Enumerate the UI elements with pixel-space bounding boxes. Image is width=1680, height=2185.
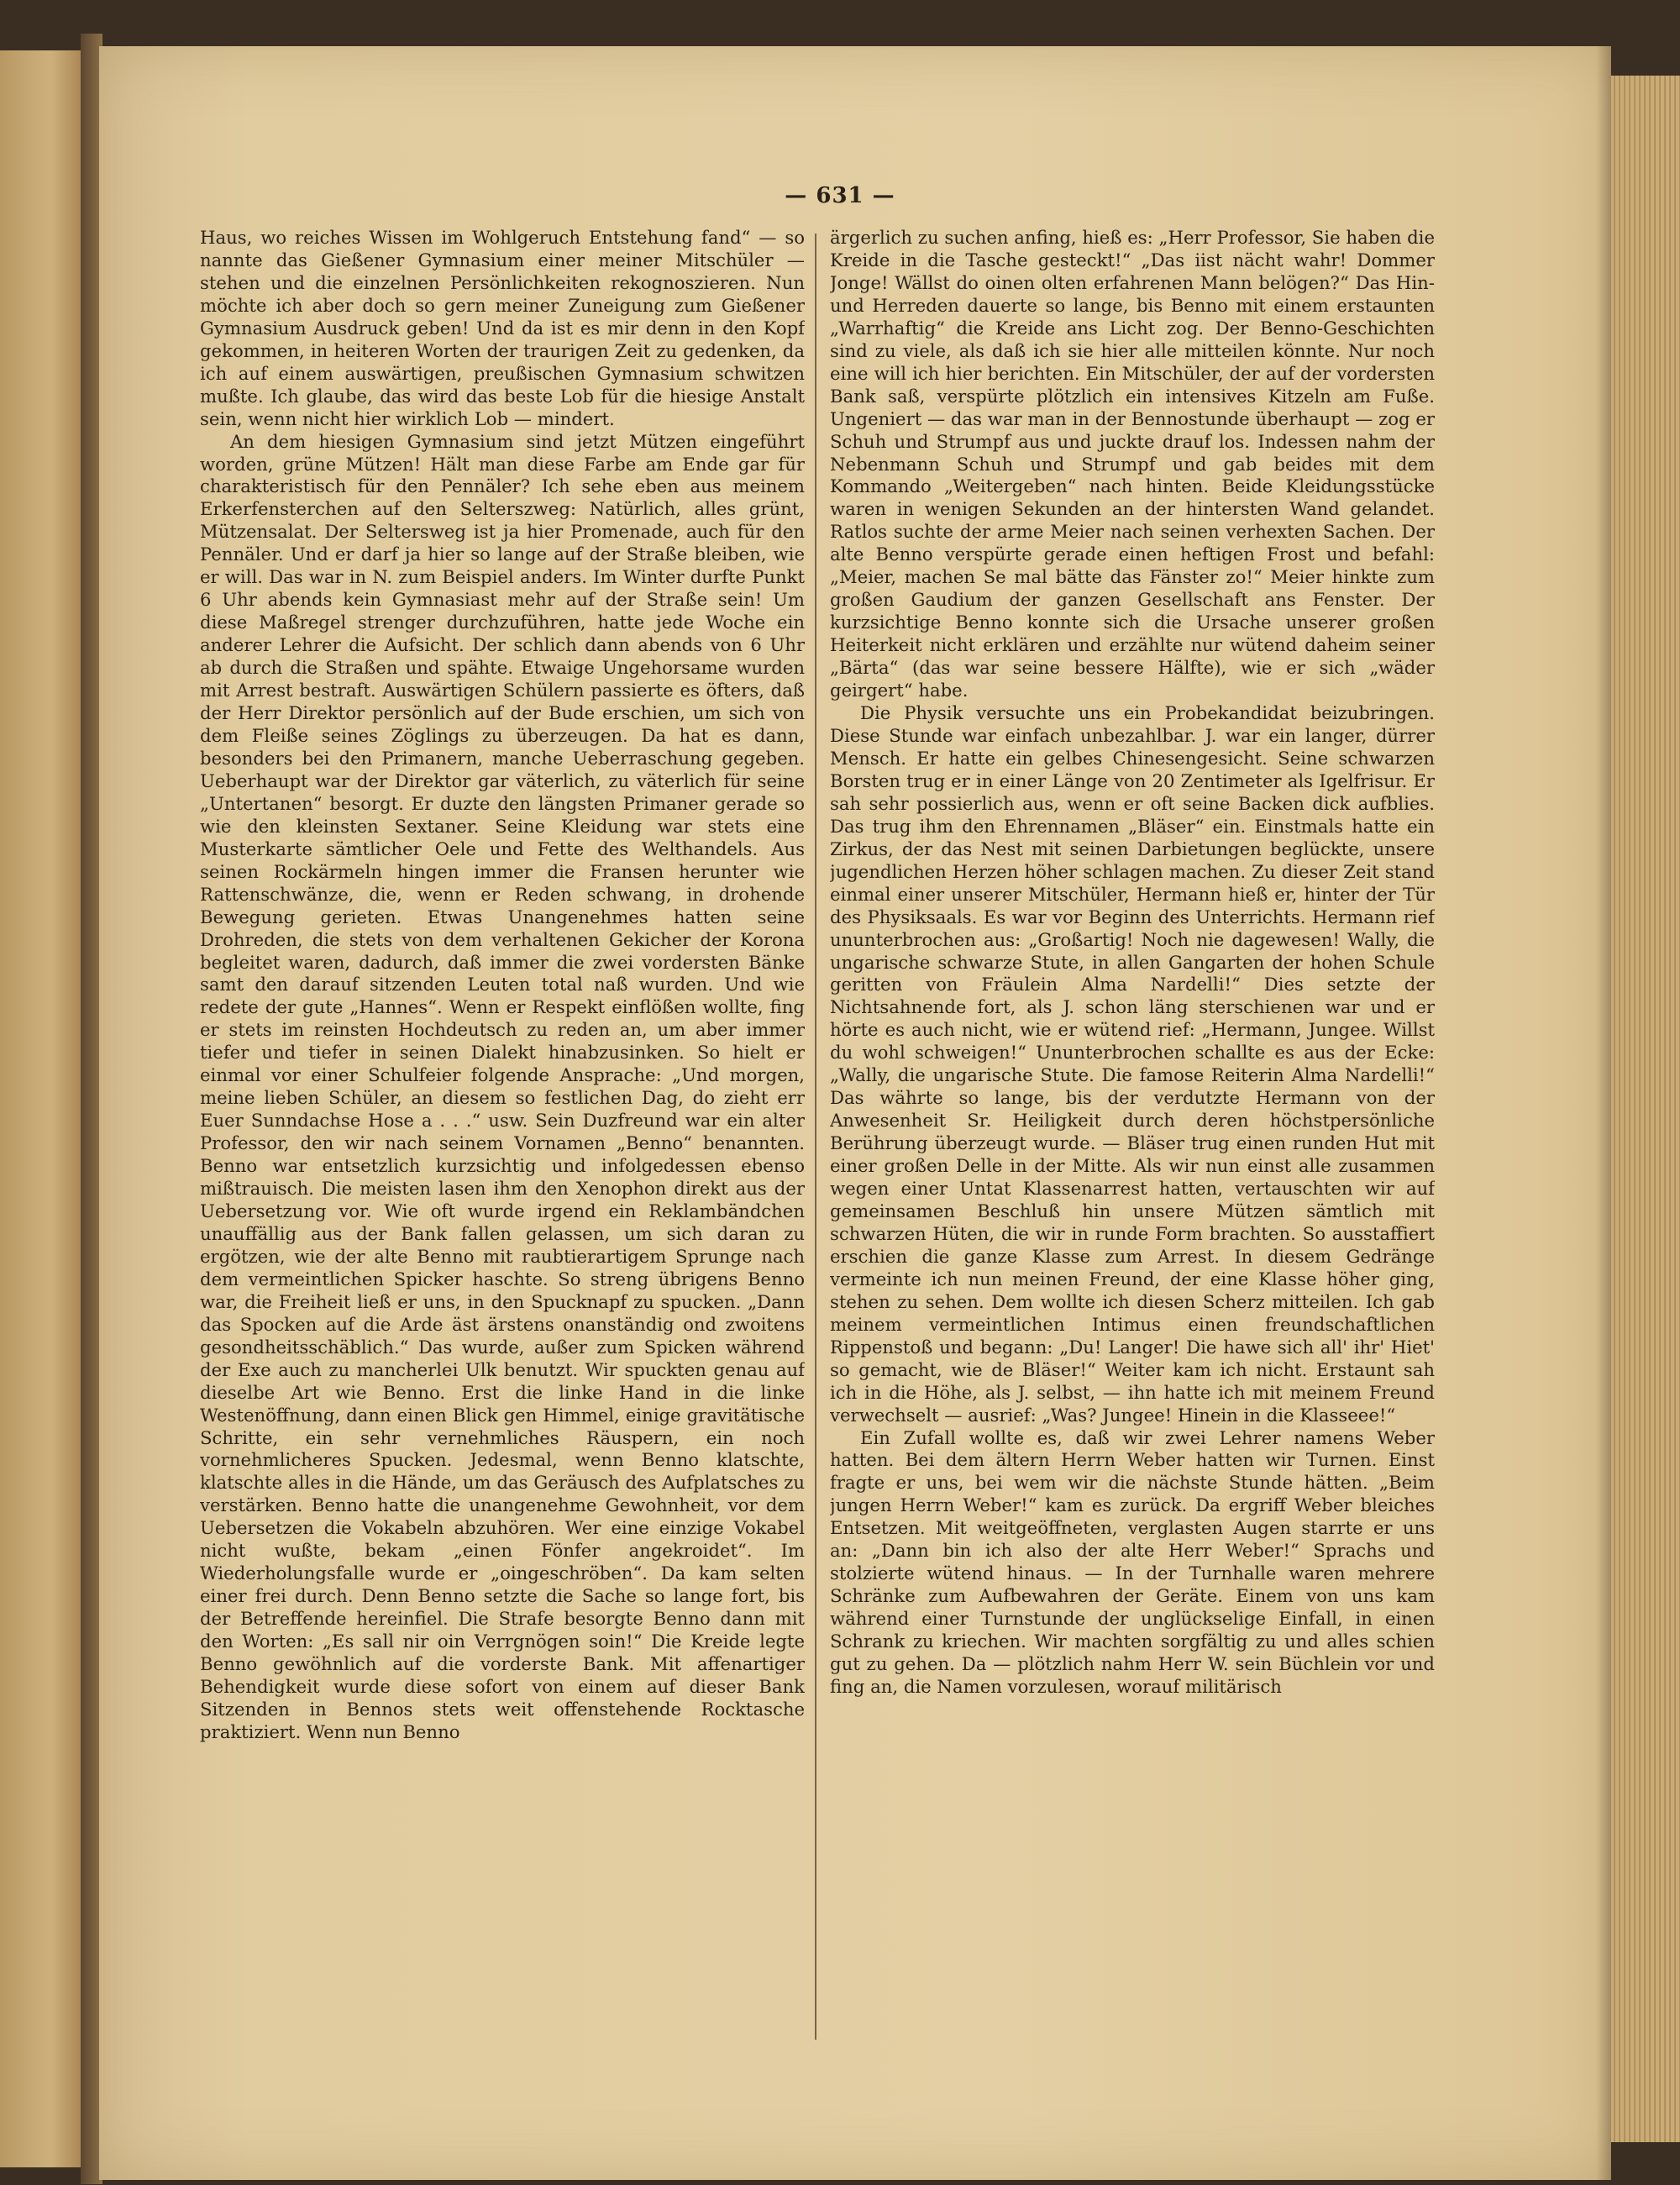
paragraph: An dem hiesigen Gymnasium sind jetzt Mützen eingeführt worden, grüne Mützen! Hält man diese Farbe am Ende gar für charakteristisch für den Pennäler? Ich sehe eben aus meinem Erkerfensterchen auf den Selterszweg: Natürlich, alles grünt, Mützensalat. Der Seltersweg ist ja hier Promenade, auch für den Pennäler. Und er darf ja hier so lange auf der Straße bleiben, wie er will. Das war in N. zum Beispiel anders. Im Winter durfte Punkt 6 Uhr abends kein Gymnasiast mehr auf der Straße sein! Um diese Maßregel strenger durchzuführen, hatte jede Woche ein anderer Lehrer die Aufsicht. Der schlich dann abends von 6 Uhr ab durch die Straßen und spähte. Etwaige Ungehorsame wurden mit Arrest bestraft. Auswärtigen Schülern passierte es öfters, daß der Herr Direktor persönlich auf der Bude erschien, um sich von dem Fleiße seines Zöglings zu überzeugen. Da hat es dann, besonders bei den Primanern, manche Ueberraschung gegeben. Ueberhaupt war der Direktor gar väterlich, zu väterlich für seine „Untertanen“ besorgt. Er duzte den längsten Primaner gerade so wie den kleinsten Sextaner. Seine Kleidung war stets eine Musterkarte sämtlicher Oele und Fette des Welthandels. Aus seinen Rockärmeln hingen immer die Fransen herunter wie Rattenschwänze, die, wenn er Reden schwang, in drohende Bewegung gerieten. Etwas Unangenehmes hatten seine Drohreden, die stets von dem verhaltenen Gekicher der Korona begleitet waren, dadurch, daß immer die zwei vordersten Bänke samt den darauf sitzenden Leuten total naß wurden. Und wie redete der gute „Hannes“. Wenn er Respekt einflößen wollte, fing er stets im reinsten Hochdeutsch zu reden an, um aber immer tiefer und tiefer in seinen Dialekt hinabzusinken. So hielt er einmal vor einer Schulfeier folgende Ansprache: „Und morgen, meine lieben Schüler, an diesem so festlichen Dag, do zieht err Euer Sunndachse Hose a . . .“ usw. Sein Duzfreund war ein alter Professor, den wir nach seinem Vornamen „Benno“ benannten. Benno war entsetzlich kurzsichtig und infolgedessen ebenso mißtrauisch. Die meisten lasen ihm den Xenophon direkt aus der Uebersetzung vor. Wie oft wurde irgend ein Reklambändchen unauffällig aus der Bank fallen gelassen, um sich daran zu ergötzen, wie der alte Benno mit raubtierartigem Sprunge nach dem vermeintlichen Spicker haschte. So streng übrigens Benno war, die Freiheit ließ er uns, in den Spucknapf zu spucken. „Dann das Spocken auf die Arde äst ärstens onanständig ond zwoitens gesondheitsschäblich.“ Das wurde, außer zum Spicken während der Exe auch zu mancherlei Ulk benutzt. Wir spuckten genau auf dieselbe Art wie Benno. Erst die linke Hand in die linke Westenöffnung, dann einen Blick gen Himmel, einige gravitätische Schritte, ein sehr vernehmliches Räuspern, ein noch vornehmlicheres Spucken. Jedesmal, wenn Benno klatschte, klatschte alles in die Hände, um das Geräusch des Aufplatsches zu verstärken. Benno hatte die unangenehme Gewohnheit, vor dem Uebersetzen die Vokabeln abzuhören. Wer eine einzige Vokabel nicht wußte, bekam „einen Fönfer angekroidet“. Im Wiederholungsfalle wurde er „oingeschröben“. Da kam selten einer frei durch. Denn Benno setzte die Sache so lange fort, bis der Betreffende hereinfiel. Die Strafe besorgte Benno dann mit den Worten: „Es sall nir oin Verrgnögen soin!“ Die Kreide legte Benno gewöhnlich auf die vorderste Bank. Mit affenartiger Behendigkeit wurde diese sofort von einem auf dieser Bank Sitzenden in Bennos stets weit offenstehende Rocktasche praktiziert. Wenn nun Benno: [200, 430, 805, 1742]
text-column-right: [830, 227, 1435, 2050]
page-number: — 631 —: [785, 183, 895, 208]
paragraph: ärgerlich zu suchen anfing, hieß es: „Herr Professor, Sie haben die Kreide in die Tasche gesteckt!“ „Das iist nächt wahr! Dommer Jonge! Wällst do oinen olten erfahrenen Mann belögen?“ Das Hin- und Herreden dauerte so lange, bis Benno mit einem erstaunten „Warrhaftig“ die Kreide ans Licht zog. Der Benno-Geschichten sind zu viele, als daß ich sie hier alle mitteilen könnte. Nur noch eine will ich hier berichten. Ein Mitschüler, der auf der vordersten Bank saß, verspürte plötzlich ein intensives Kitzeln am Fuße. Ungeniert — das war man in der Bennostunde überhaupt — zog er Schuh und Strumpf aus und juckte drauf los. Indessen nahm der Nebenmann Schuh und Strumpf und gab beides mit dem Kommando „Weitergeben“ nach hinten. Beide Kleidungsstücke waren in wenigen Sekunden an der hintersten Wand gelandet. Ratlos suchte der arme Meier nach seinen verhexten Sachen. Der alte Benno verspürte gerade einen heftigen Frost und befahl: „Meier, machen Se mal bätte das Fänster zo!“ Meier hinkte zum großen Gaudium der ganzen Gesellschaft ans Fenster. Der kurzsichtige Benno konnte sich die Ursache unserer großen Heiterkeit nicht erklären und erzählte nur wütend daheim seiner „Bärta“ (das war seine bessere Hälfte), wie er sich „wäder geirgert“ habe.: [830, 227, 1435, 701]
page-shadow: [1596, 46, 1613, 2180]
column-divider: [815, 234, 816, 2040]
facing-page-edge: [0, 50, 84, 2167]
page-edge-stack: [1611, 76, 1680, 2142]
paragraph: Die Physik versuchte uns ein Probekandidat beizubringen. Diese Stunde war einfach unbezahlbar. J. war ein langer, dürrer Mensch. Er hatte ein gelbes Chinesengesicht. Seine schwarzen Borsten trug er in einer Länge von 20 Zentimeter als Igelfrisur. Er sah sehr possierlich aus, wenn er oft seine Backen dick aufblies. Das trug ihm den Ehrennamen „Bläser“ ein. Einstmals hatte ein Zirkus, der das Nest mit seinen Darbietungen beglückte, unsere jugendlichen Herzen höher schlagen machen. Zu dieser Zeit stand einmal einer unserer Mitschüler, Hermann hieß er, hinter der Tür des Physiksaals. Es war vor Beginn des Unterrichts. Hermann rief ununterbrochen aus: „Großartig! Noch nie dagewesen! Wally, die ungarische schwarze Stute, in allen Gangarten der hohen Schule geritten von Fräulein Alma Nardelli!“ Dies setzte der Nichtsahnende fort, als J. schon läng sterschienen war und er hörte es auch nicht, wie er wütend rief: „Hermann, Jungee. Willst du wohl schweigen!“ Ununterbrochen schallte es aus der Ecke: „Wally, die ungarische Stute. Die famose Reiterin Alma Nardelli!“ Das währte so lange, bis der verdutzte Hermann von der Anwesenheit Sr. Heiligkeit durch deren höchstpersönliche Berührung überzeugt wurde. — Bläser trug einen runden Hut mit einer großen Delle in der Mitte. Als wir nun einst alle zusammen wegen einer Untat Klassenarrest hatten, vertauschten wir auf gemeinsamen Beschluß hin unsere Mützen sämtlich mit schwarzen Hüten, die wir in runde Form brachten. So ausstaffiert erschien die ganze Klasse zum Arrest. In diesem Gedränge vermeinte ich nun meinen Freund, der eine Klasse höher ging, stehen zu sehen. Dem wollte ich diesen Scherz mitteilen. Ich gab meinem vermeintlichen Intimus einen freundschaftlichen Rippenstoß und begann: „Du! Langer! Die hawe sich all' ihr' Hiet' so gemacht, wie de Bläser!“ Weiter kam ich nicht. Erstaunt sah ich in die Höhe, als J. selbst, — ihn hatte ich mit meinem Freund verwechselt — ausrief: „Was? Jungee! Hinein in die Klasseee!“: [830, 702, 1435, 1426]
paragraph: Haus, wo reiches Wissen im Wohlgeruch Entstehung fand“ — so nannte das Gießener Gymnasium einer meiner Mitschüler — stehen und die einzelnen Persönlichkeiten rekognoszieren. Nun möchte ich aber doch so gern meiner Zuneigung zum Gießener Gymnasium Ausdruck geben! Und da ist es mir denn in den Kopf gekommen, in heiteren Worten der traurigen Zeit zu gedenken, da ich auf einem auswärtigen, preußischen Gymnasium schwitzen mußte. Ich glaube, das wird das beste Lob für die hiesige Anstalt sein, wenn nicht hier wirklich Lob — mindert.: [200, 227, 805, 429]
paragraph: Ein Zufall wollte es, daß wir zwei Lehrer namens Weber hatten. Bei dem ältern Herrn Weber hatten wir Turnen. Einst fragte er uns, bei wem wir die nächste Stunde hätten. „Beim jungen Herrn Weber!“ kam es zurück. Da ergriff Weber bleiches Entsetzen. Mit weitgeöffneten, verglasten Augen starrte er uns an: „Dann bin ich also der alte Herr Weber!“ Sprachs und stolzierte wütend hinaus. — In der Turnhalle waren mehrere Schränke zum Aufbewahren der Geräte. Einem von uns kam während einer Turnstunde der unglückselige Einfall, in einen Schrank zu kriechen. Wir machten sorgfältig zu und alles schien gut zu gehen. Da — plötzlich nahm Herr W. sein Büchlein vor und fing an, die Namen vorzulesen, worauf militärisch: [830, 1426, 1435, 1697]
text-column-left: [200, 227, 805, 2050]
